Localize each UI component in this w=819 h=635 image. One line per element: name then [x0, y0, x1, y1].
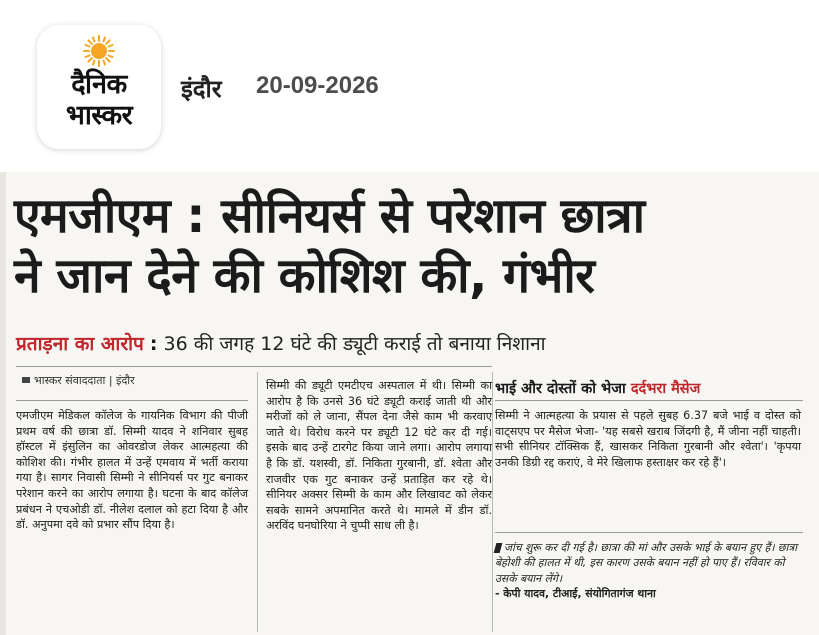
article-column-2: सिम्मी की ड्यूटी एमटीएच अस्पताल में थी। सिम्मी का आरोप है कि उनसे 36 घंटे ड्यूटी कराई जाती थी और मरीजों को ले जाना, सैंपल देना जैसे काम भी करवाए जाते थे। विरोध करने पर ड्यूटी 12 घंटे कर दी गई। इसके बाद उन्हें टारगेट किया जाने लगा। आरोप लगाया है कि डॉ. यशस्वी, डॉ. निकिता गुरबानी, डॉ. श्वेता और राजवीर एक गुट बनाकर उन्हें प्रताड़ित कर रहे थे। सीनियर अक्सर सिम्मी के काम और लिखावट को लेकर सबके सामने अपमानित करते थे। मामले में डीन डॉ. अरविंद घनघोरिया ने चुप्पी साध ली है।	[266, 379, 492, 533]
police-quote	[495, 540, 803, 602]
divider-quote	[495, 532, 803, 533]
article-column-1: एमजीएम मेडिकल कॉलेज के गायनिक विभाग की पीजी प्रथम वर्ष की छात्रा डॉ. सिम्मी यादव ने शनिवार सुबह हॉस्टल में इंसुलिन का ओवरडोज लेकर आत्महत्या की कोशिश की। गंभीर हालत में उन्हें एमवाय में भर्ती कराया गया है। सागर निवासी सिम्मी ने सीनियर्स पर गुट बनाकर परेशान करने का आरोप लगाया है। घटना के बाद कॉलेज प्रबंधन ने एचओडी डॉ. नीलेश दलाल को हटा दिया है और डॉ. अनुपमा दवे को प्रभार सौंप दिया है।	[16, 409, 248, 532]
article-byline: भास्कर संवाददाता | इंदौर	[34, 374, 135, 387]
byline-marker	[22, 377, 30, 383]
sidebar-heading	[495, 378, 700, 398]
sidebar-heading-text: भाई और दोस्तों को भेजा	[495, 381, 626, 397]
article-headline	[14, 186, 804, 306]
sidebar-heading-highlight: दर्दभरा मैसेज	[630, 381, 701, 397]
headline-line-2: ने जान देने की कोशिश की, गंभीर	[14, 248, 595, 304]
dainik-bhaskar-logo[interactable]	[37, 25, 161, 149]
article-column-3: सिम्मी ने आत्महत्या के प्रयास से पहले सुबह 6.37 बजे भाई व दोस्त को वाट्सएप पर मैसेज भेजा- 'यह सबसे खराब जिंदगी है, मैं जीना नहीं चाहती। सभी सीनियर टॉक्सिक हैं, खासकर निकिता गुरबानी और श्वेता'। 'कृपया उनकी डिग्री रद्द कराएं, वे मेरे खिलाफ हस्ताक्षर कर रहे हैं'।	[495, 409, 801, 469]
column-separator-1	[257, 372, 258, 632]
logo-text-bhaskar: भास्कर	[65, 100, 133, 131]
divider-byline	[16, 400, 248, 401]
edition-date: 20-09-2026	[256, 72, 379, 99]
sun-icon	[83, 35, 115, 67]
subhead-colon: :	[149, 333, 158, 355]
subhead-highlight: प्रताड़ना का आरोप	[16, 333, 144, 355]
subhead-text: 36 की जगह 12 घंटे की ड्यूटी कराई तो बनाया निशाना	[163, 333, 546, 355]
column-separator-2	[492, 372, 493, 632]
article-subheadline	[16, 331, 806, 357]
headline-line-1: एमजीएम : सीनियर्स से परेशान छात्रा	[14, 188, 645, 244]
divider-top	[16, 366, 492, 367]
clipping-edge	[0, 172, 6, 635]
edition-city: इंदौर	[181, 75, 222, 103]
quote-attribution: - केपी यादव, टीआई, संयोगितागंज थाना	[495, 587, 656, 601]
divider-side	[495, 400, 803, 401]
quote-marker-icon	[494, 543, 503, 553]
quote-text: जांच शुरू कर दी गई है। छात्रा की मां और उसके भाई के बयान हुए हैं। छात्रा बेहोशी की हालत में थी, इस कारण उसके बयान नहीं हो पाए हैं। रविवार को उसके बयान लेंगे।	[495, 541, 798, 585]
logo-text-dainik: दैनिक	[71, 69, 127, 100]
